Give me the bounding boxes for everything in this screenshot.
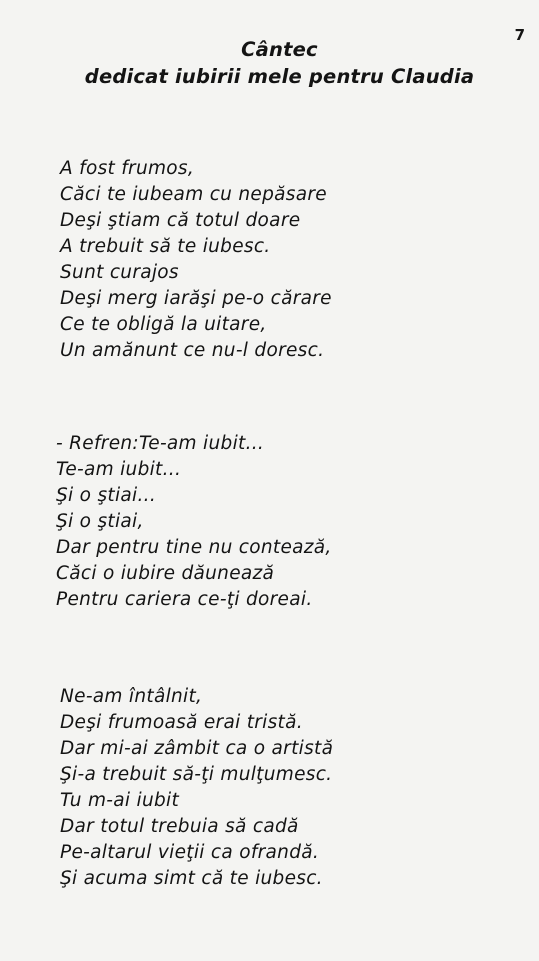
stanza-2-refrain: [56, 431, 332, 613]
subtitle-line: dedicat iubirii mele pentru Claudia: [84, 65, 475, 88]
verse-line: Şi o ştiai,: [56, 511, 144, 532]
verse-line: Şi acuma simt că te iubesc.: [60, 868, 323, 889]
verse-line: Te-am iubit...: [56, 459, 182, 480]
page-number: 7: [514, 26, 525, 44]
verse-line: Ce te obligă la uitare,: [60, 314, 267, 335]
verse-line: Pe-altarul vieţii ca ofrandă.: [60, 842, 320, 863]
verse-line: Dar totul trebuia să cadă: [60, 816, 299, 837]
verse-line: Tu m-ai iubit: [60, 790, 180, 811]
verse-line: Deşi merg iarăşi pe-o cărare: [60, 288, 332, 309]
title-line: Cântec: [241, 38, 318, 61]
verse-line: Dar mi-ai zâmbit ca o artistă: [60, 738, 334, 759]
verse-line: Deşi ştiam că totul doare: [60, 210, 301, 231]
verse-line: Un amănunt ce nu-l doresc.: [60, 340, 325, 361]
verse-line: A fost frumos,: [60, 158, 195, 179]
verse-line: Sunt curajos: [60, 262, 179, 283]
stanza-1: [60, 156, 332, 364]
verse-line: Căci te iubeam cu nepăsare: [60, 184, 327, 205]
verse-line: Căci o iubire dăunează: [56, 563, 275, 584]
verse-line: Pentru cariera ce-ţi doreai.: [56, 589, 313, 610]
verse-line: Ne-am întâlnit,: [60, 686, 203, 707]
verse-line: Şi o ştiai...: [56, 485, 157, 506]
verse-line: Şi-a trebuit să-ţi mulţumesc.: [60, 764, 333, 785]
stanza-3: [60, 684, 333, 892]
poem-title: [0, 36, 539, 90]
verse-line: Dar pentru tine nu contează,: [56, 537, 332, 558]
verse-line: A trebuit să te iubesc.: [60, 236, 271, 257]
verse-line: Deşi frumoasă erai tristă.: [60, 712, 303, 733]
verse-line: - Refren:Te-am iubit...: [56, 433, 265, 454]
